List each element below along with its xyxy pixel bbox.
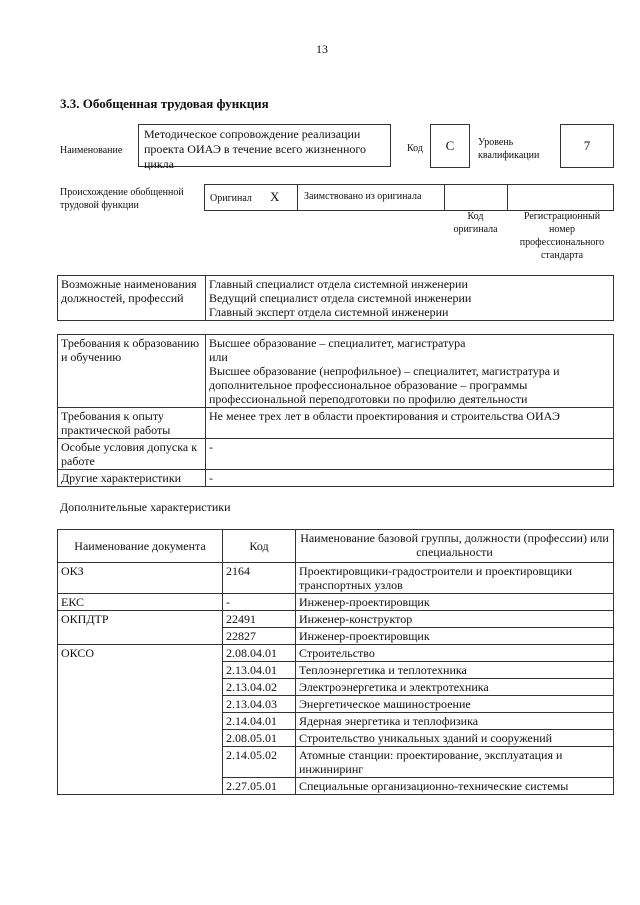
row-name: Инженер-проектировщик: [296, 628, 614, 645]
positions-label-text: Возможные наименования должностей, профессий: [61, 277, 197, 305]
table-row: [58, 645, 614, 662]
position-item: Главный эксперт отдела системной инженерии: [209, 305, 449, 319]
name-label: Наименование: [60, 145, 123, 156]
origin-divider-2: [444, 184, 445, 211]
additional-table: [57, 529, 614, 795]
row-name: Инженер-конструктор: [296, 611, 614, 628]
header-name: Наименование базовой группы, должности (профессии) или специальности: [296, 530, 614, 563]
row-name: Специальные организационно-технические системы: [296, 778, 614, 795]
row-name: Энергетическое машиностроение: [296, 696, 614, 713]
requirement-line: или: [209, 350, 228, 364]
position-item: Ведущий специалист отдела системной инженерии: [209, 291, 472, 305]
row-name: Проектировщики-градостроители и проектировщики транспортных узлов: [296, 563, 614, 594]
additional-header-row: [58, 530, 614, 563]
original-mark: X: [270, 189, 280, 204]
requirement-label: Другие характеристики: [58, 470, 206, 487]
origin-label: Происхождение обобщенной трудовой функции: [60, 187, 184, 211]
code-caption: Код оригинала: [453, 211, 498, 235]
row-name: Строительство уникальных зданий и сооружений: [296, 730, 614, 747]
header-doc: Наименование документа: [58, 530, 223, 563]
requirement-line: Высшее образование – специалитет, магистратура: [209, 336, 466, 350]
table-row: [58, 563, 614, 594]
row-name: Ядерная энергетика и теплофизика: [296, 713, 614, 730]
reg-caption: Регистрационный номер профессионального стандарта: [519, 211, 605, 261]
header-code: Код: [223, 530, 296, 563]
requirements-table: [57, 334, 614, 487]
requirement-value: [206, 470, 614, 487]
requirement-label: Требования к опыту практической работы: [58, 408, 206, 439]
requirement-line: -: [209, 471, 213, 485]
requirement-label: Требования к образованию и обучению: [58, 335, 206, 408]
position-item: Главный специалист отдела системной инженерии: [209, 277, 468, 291]
requirement-row: [58, 439, 614, 470]
row-name: Инженер-проектировщик: [296, 594, 614, 611]
row-code: -: [223, 594, 296, 611]
code-value-text: C: [445, 138, 455, 153]
row-code: 2.13.04.03: [223, 696, 296, 713]
level-value: [560, 124, 614, 168]
section-title: 3.3. Обобщенная трудовая функция: [60, 96, 269, 111]
row-name: Теплоэнергетика и теплотехника: [296, 662, 614, 679]
borrowed-label: Заимствовано из оригинала: [304, 191, 422, 202]
row-doc: ОКЗ: [58, 563, 223, 594]
row-code: 2.27.05.01: [223, 778, 296, 795]
row-code: 2164: [223, 563, 296, 594]
requirement-line: -: [209, 440, 213, 454]
additional-title: Дополнительные характеристики: [60, 500, 231, 514]
table-row: [58, 611, 614, 628]
origin-divider-1: [297, 184, 298, 211]
requirement-value: [206, 408, 614, 439]
requirement-value: [206, 335, 614, 408]
row-code: 2.13.04.02: [223, 679, 296, 696]
name-value-text: Методическое сопровождение реализации проекта ОИАЭ в течение всего жизненного цикла: [144, 127, 367, 171]
table-row: [58, 594, 614, 611]
requirement-value: [206, 439, 614, 470]
row-code: 2.14.04.01: [223, 713, 296, 730]
requirement-line: Высшее образование (непрофильное) – специалитет, магистратура и дополнительное профессиональное образование – программы профессиональной переподготовки по профилю деятельности: [209, 364, 560, 406]
requirement-row: [58, 408, 614, 439]
row-code: 2.14.05.02: [223, 747, 296, 778]
name-value: [138, 124, 391, 171]
row-name: Электроэнергетика и электротехника: [296, 679, 614, 696]
code-label: Код: [407, 143, 423, 154]
page-number: 13: [316, 42, 328, 56]
requirement-row: [58, 335, 614, 408]
level-label: Уровень квалификации: [478, 137, 540, 161]
row-code: 2.13.04.01: [223, 662, 296, 679]
requirement-line: Не менее трех лет в области проектирования и строительства ОИАЭ: [209, 409, 560, 423]
row-code: 22827: [223, 628, 296, 645]
row-code: 2.08.04.01: [223, 645, 296, 662]
original-label: Оригинал: [210, 193, 252, 204]
positions-values: [206, 276, 614, 321]
row-name: Строительство: [296, 645, 614, 662]
row-code: 22491: [223, 611, 296, 628]
row-code: 2.08.05.01: [223, 730, 296, 747]
level-value-text: 7: [583, 138, 591, 153]
positions-label: [58, 276, 206, 321]
row-name: Атомные станции: проектирование, эксплуатация и инжиниринг: [296, 747, 614, 778]
row-doc: ОКСО: [58, 645, 223, 795]
row-doc: ЕКС: [58, 594, 223, 611]
code-value: [430, 124, 470, 168]
origin-divider-3: [507, 184, 508, 211]
row-doc: ОКПДТР: [58, 611, 223, 645]
requirement-row: [58, 470, 614, 487]
requirement-label: Особые условия допуска к работе: [58, 439, 206, 470]
positions-table: [57, 275, 614, 321]
